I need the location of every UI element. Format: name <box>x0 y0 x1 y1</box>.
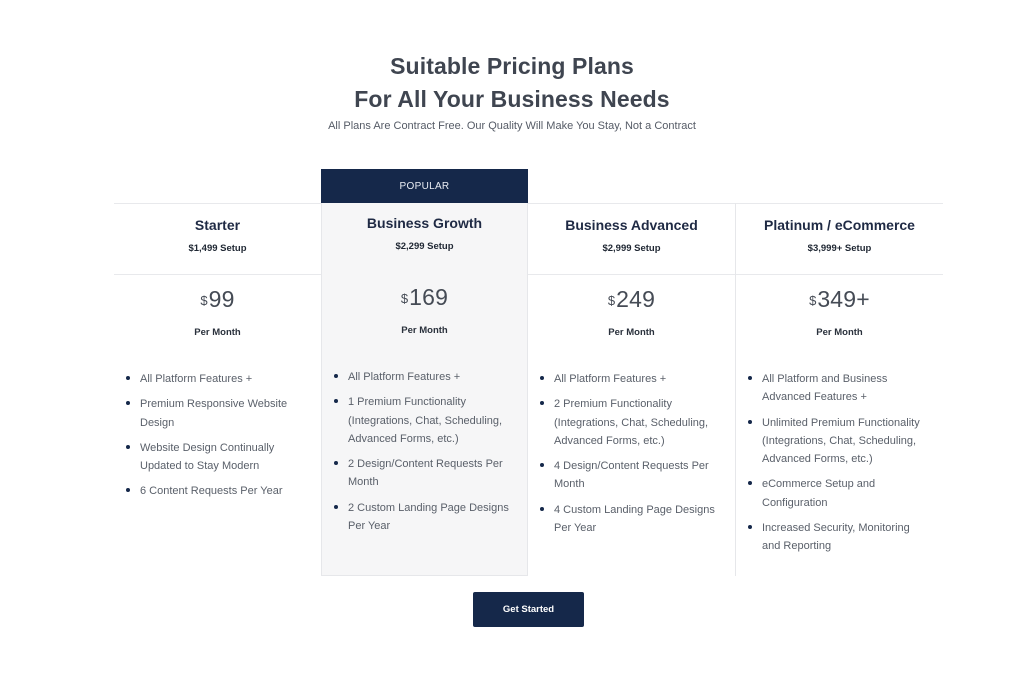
bullet-icon <box>334 399 338 403</box>
plan-price <box>736 286 943 313</box>
currency-symbol: $ <box>400 291 409 306</box>
currency-symbol: $ <box>200 293 208 308</box>
feature-text: All Platform Features + <box>554 373 667 385</box>
price-amount: 349+ <box>817 286 870 312</box>
feature-item <box>126 370 306 388</box>
feature-text: Increased Security, Monitoring and Reporting <box>762 522 910 553</box>
feature-text: 4 Design/Content Requests Per Month <box>554 460 709 491</box>
feature-list <box>748 370 928 563</box>
plan-card-business-advanced <box>528 203 735 576</box>
feature-item <box>334 499 514 536</box>
feature-item <box>540 501 720 538</box>
plan-price <box>528 286 735 313</box>
bullet-icon <box>334 374 338 378</box>
feature-text: eCommerce Setup and Configuration <box>762 478 876 509</box>
feature-item <box>334 455 514 492</box>
price-amount: 169 <box>409 284 449 310</box>
page-title-line-2: For All Your Business Needs <box>354 86 670 112</box>
plan-setup-fee: $1,499 Setup <box>188 243 247 254</box>
plan-price <box>322 284 527 311</box>
bullet-icon <box>126 401 130 405</box>
billing-period: Per Month <box>816 327 863 338</box>
feature-list <box>126 370 306 508</box>
feature-item <box>748 370 928 407</box>
bullet-icon <box>748 481 752 485</box>
feature-list <box>540 370 720 544</box>
feature-text: 2 Premium Functionality (Integrations, Chat, Scheduling, Advanced Forms, etc.) <box>554 398 709 447</box>
feature-item <box>540 370 720 388</box>
currency-symbol: $ <box>607 293 616 308</box>
bullet-icon <box>748 376 752 380</box>
bullet-icon <box>748 525 752 529</box>
feature-item <box>540 457 720 494</box>
feature-text: 6 Content Requests Per Year <box>140 485 283 498</box>
billing-period: Per Month <box>194 327 241 338</box>
billing-period: Per Month <box>401 325 448 336</box>
feature-text: All Platform Features + <box>348 371 461 383</box>
pricing-table <box>114 169 943 576</box>
feature-text: 1 Premium Functionality (Integrations, Chat, Scheduling, Advanced Forms, etc.) <box>348 396 503 445</box>
bullet-icon <box>748 420 752 424</box>
popular-badge: POPULAR <box>321 169 528 203</box>
feature-list <box>334 368 514 542</box>
feature-text: 2 Design/Content Requests Per Month <box>348 458 503 489</box>
get-started-button[interactable]: Get Started <box>473 592 584 627</box>
feature-text: 2 Custom Landing Page Designs Per Year <box>348 501 509 533</box>
feature-item <box>126 439 306 476</box>
plan-card-starter <box>114 203 321 576</box>
plan-setup-fee: $2,299 Setup <box>395 241 454 252</box>
feature-text: All Platform and Business Advanced Features + <box>762 373 888 404</box>
feature-text: Website Design Continually Updated to Stay Modern <box>140 441 275 473</box>
bullet-icon <box>540 507 544 511</box>
price-amount: 249 <box>616 286 656 312</box>
plan-name: Starter <box>194 217 241 233</box>
feature-text: 4 Custom Landing Page Designs Per Year <box>554 503 715 535</box>
plan-setup-fee: $2,999 Setup <box>602 243 661 254</box>
bullet-icon <box>126 488 130 492</box>
currency-symbol: $ <box>809 293 817 308</box>
pricing-header <box>0 50 1024 134</box>
bullet-icon <box>540 401 544 405</box>
plan-card-platinum-ecommerce <box>736 203 943 576</box>
feature-text: Unlimited Premium Functionality (Integrations, Chat, Scheduling, Advanced Forms, etc.) <box>762 416 920 466</box>
plan-name: Business Growth <box>366 215 483 231</box>
plan-card-business-growth <box>321 203 528 576</box>
feature-item <box>334 393 514 448</box>
bullet-icon <box>126 445 130 449</box>
plan-name: Business Advanced <box>565 217 698 233</box>
feature-item <box>540 395 720 450</box>
bullet-icon <box>126 376 130 380</box>
page-subtitle: All Plans Are Contract Free. Our Quality Will Make You Stay, Not a Contract <box>328 120 696 132</box>
plan-setup-fee: $3,999+ Setup <box>807 243 872 254</box>
price-amount: 99 <box>208 286 235 312</box>
plan-name: Platinum / eCommerce <box>764 217 915 233</box>
feature-text: All Platform Features + <box>140 373 253 385</box>
feature-item <box>334 368 514 386</box>
bullet-icon <box>540 376 544 380</box>
billing-period: Per Month <box>608 327 655 338</box>
plan-price <box>114 286 321 313</box>
feature-item <box>748 475 928 512</box>
feature-item <box>748 414 928 469</box>
feature-item <box>126 395 306 432</box>
feature-text: Premium Responsive Website Design <box>140 398 288 429</box>
bullet-icon <box>334 461 338 465</box>
bullet-icon <box>540 463 544 467</box>
feature-item <box>748 519 928 556</box>
bullet-icon <box>334 505 338 509</box>
feature-item <box>126 482 306 500</box>
page-title-line-1: Suitable Pricing Plans <box>390 53 634 79</box>
